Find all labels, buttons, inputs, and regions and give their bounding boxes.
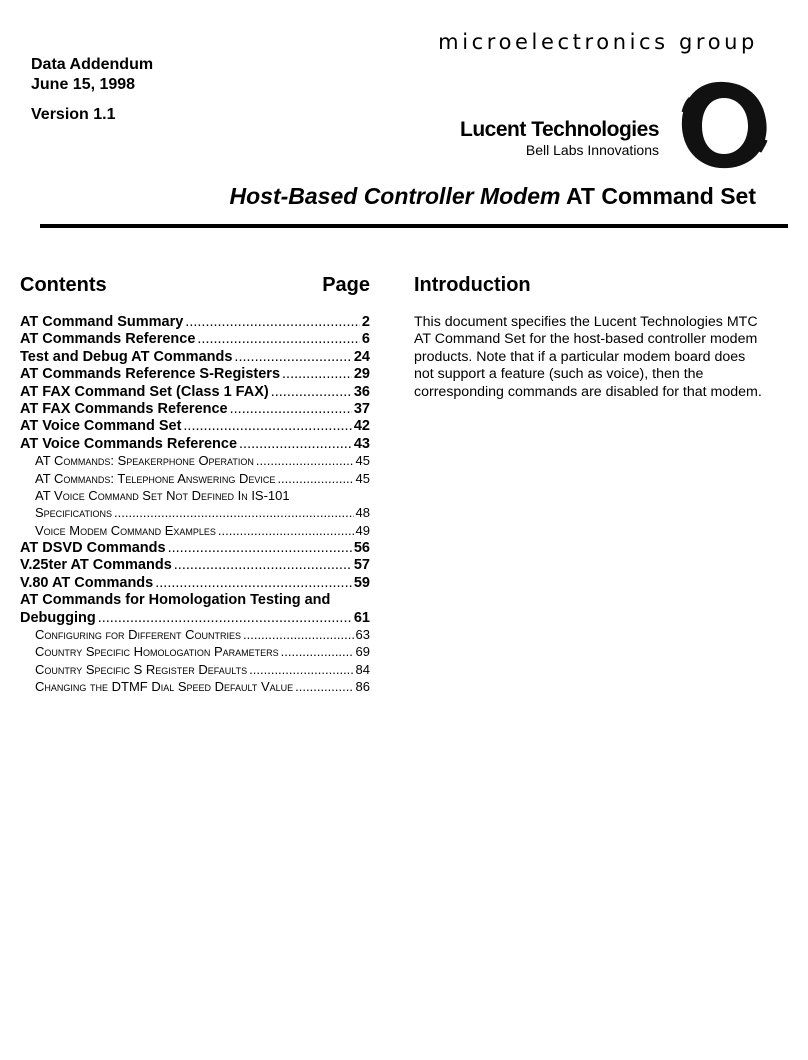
toc-heading: Contents [20,274,107,296]
toc-leader [239,436,352,452]
toc-entry[interactable] [20,557,370,574]
toc-entry-label: AT Commands Reference S-Registers [20,366,281,383]
doc-type: Data Addendum [31,56,154,73]
toc-entry-label: Test and Debug AT Commands [20,348,233,365]
document-meta [31,55,153,125]
toc-leader [249,662,353,677]
toc-subentry[interactable] [20,453,370,470]
toc-entry[interactable] [20,575,370,592]
toc-leader [271,384,352,400]
toc-entry-page: 36 [353,383,370,400]
toc-leader [155,575,352,591]
toc-entry-label: AT Command Summary [20,314,184,330]
toc-entry-page: 57 [353,557,370,574]
toc-entry-label: AT Voice Commands Reference [20,435,238,452]
toc-entry-page: 37 [353,400,370,417]
company-tagline: Bell Labs Innovations [525,142,659,158]
toc-entry-label: AT DSVD Commands [20,540,166,557]
toc-subentry[interactable] [20,644,370,661]
toc-page-heading: Page [322,274,370,296]
toc-entry-label: AT FAX Command Set (Class 1 FAX) [20,383,269,400]
toc-leader [168,540,352,556]
toc-leader [98,610,352,626]
toc-leader [256,453,354,468]
toc-subentry[interactable] [20,627,370,644]
toc-entry[interactable] [20,592,370,609]
toc-entry-page: 45 [355,470,370,486]
toc-leader [174,557,352,573]
toc-entry[interactable] [20,349,370,366]
toc-entry-page: 86 [355,679,370,695]
toc-entry[interactable] [20,610,370,627]
toc-leader [295,679,353,694]
toc-entry-label: Changing the DTMF Dial Speed Default Value [35,679,294,695]
intro-heading: Introduction [414,274,531,296]
toc-entry-page: 61 [353,609,370,626]
toc-entry-page: 6 [361,331,370,348]
toc-entry-page: 43 [353,435,370,452]
toc-leader [234,349,351,365]
toc-entry-label: AT Commands for Homologation Testing and [20,592,331,609]
toc-entry[interactable] [20,436,370,453]
toc-subentry[interactable] [20,471,370,488]
toc-entry-page: 84 [355,661,370,677]
toc-entry-label: AT Voice Command Set Not Defined In IS-101 [35,487,290,503]
toc-leader [185,314,360,330]
toc-entry-label: AT Commands Reference [20,331,196,348]
toc-entry-page: 49 [355,522,370,538]
toc-entry-page: 56 [353,540,370,557]
group-name: microelectronics group [438,30,758,54]
brand-block [460,118,659,158]
toc-entry[interactable] [20,314,370,331]
toc-entry-label: AT Commands: Telephone Answering Device [35,470,276,486]
toc-entry-page: 2 [361,314,370,330]
toc-entry-label: AT FAX Commands Reference [20,400,228,417]
toc-entry-page: 69 [355,644,370,660]
toc-leader [282,366,352,382]
toc-subentry[interactable] [20,488,370,505]
toc-entry-page: 24 [353,348,370,365]
toc-entry-label: AT Commands: Speakerphone Operation [35,453,254,469]
doc-version: Version 1.1 [31,106,116,123]
toc-leader [218,523,354,538]
toc-entry[interactable] [20,384,370,401]
title-divider [40,224,788,228]
toc-entry-label: Debugging [20,609,96,626]
title-regular-part: AT Command Set [560,183,756,209]
toc-leader [114,505,354,520]
toc-entry[interactable] [20,540,370,557]
toc-entry-label: Specifications [35,505,113,521]
intro-paragraph: This document specifies the Lucent Technologies MTC AT Command Set for the host-based controller modem products. Note that if a particular modem board does not support a feature (such as voice), then the corresponding commands are disabled for that modem. [414,314,762,400]
toc-leader [230,401,352,417]
toc-entry-page: 45 [355,453,370,469]
toc-leader [197,331,360,347]
toc-entry-page: 42 [353,418,370,435]
doc-date: June 15, 1998 [31,76,136,93]
toc-entry-label: V.25ter AT Commands [20,557,172,574]
toc-leader [243,627,354,642]
company-name: Lucent Technologies [460,118,659,141]
toc-entry-page: 48 [355,505,370,521]
toc-subentry[interactable] [20,679,370,696]
toc-subentry[interactable] [20,662,370,679]
lucent-ring-logo-icon [676,78,772,172]
introduction-section [414,274,768,401]
toc-entry-page: 63 [355,627,370,643]
toc-entry-label: Country Specific Homologation Parameters [35,644,279,660]
toc-header [20,274,370,300]
toc-entry[interactable] [20,366,370,383]
toc-subentry[interactable] [20,523,370,540]
toc-entry-label: V.80 AT Commands [20,574,154,591]
document-title [230,183,757,210]
toc-entry-label: Country Specific S Register Defaults [35,661,248,677]
toc-entry-label: Voice Modem Command Examples [35,522,216,538]
toc-entry[interactable] [20,418,370,435]
toc-leader [183,418,351,434]
toc-entry-label: Configuring for Different Countries [35,627,241,643]
toc-entry-label: AT Voice Command Set [20,418,182,435]
table-of-contents [20,274,370,697]
toc-entry-page: 59 [353,574,370,591]
toc-leader [281,644,354,659]
title-italic-part: Host-Based Controller Modem [229,183,561,209]
toc-entry[interactable] [20,401,370,418]
toc-entry-page: 29 [353,366,370,383]
toc-entry[interactable] [20,331,370,348]
toc-leader [277,471,353,486]
toc-subentry[interactable] [20,505,370,522]
